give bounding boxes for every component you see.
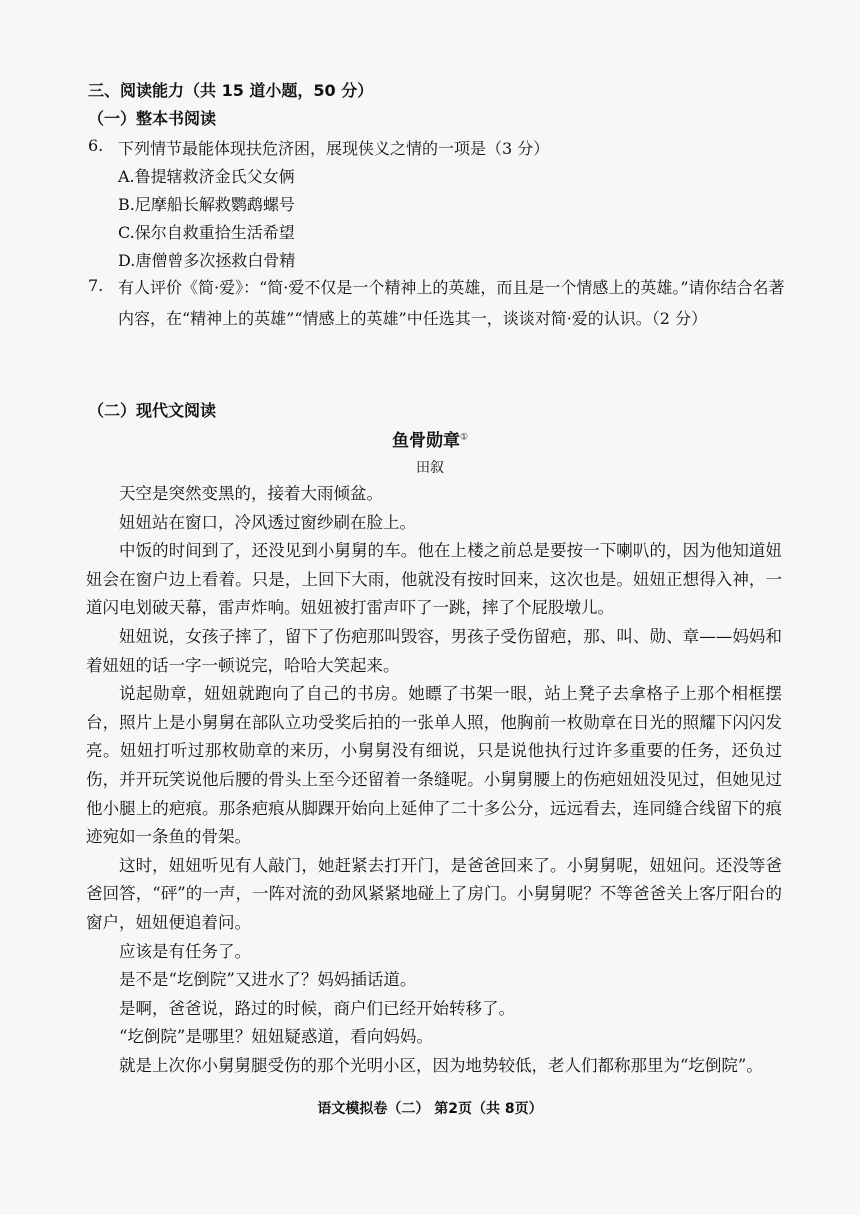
article-title [0,426,860,451]
part2-heading: （二）现代文阅读 [88,401,217,420]
article-paragraph: 这时，妞妞听见有人敲门，她赶紧去打开门，是爸爸回来了。小舅舅呢，妞妞问。还没等爸爸回答，“砰”的一声，一阵对流的劲风紧紧地碰上了房门。小舅舅呢？不等爸爸关上客厅阳台的窗户，妞妞便追着问。 [86,855,782,932]
section-heading: 三、阅读能力（共 15 道小题，50 分） [88,81,374,100]
article-title-text: 鱼骨勋章 [391,431,460,451]
article-paragraph: 应该是有任务了。 [119,941,251,961]
question-6-number: 6. [88,136,104,155]
article-paragraph: 是啊，爸爸说，路过的时候，商户们已经开始转移了。 [119,998,515,1018]
question-6-stem: 下列情节最能体现扶危济困，展现侠义之情的一项是（3 分） [118,139,550,158]
question-7-text: 有人评价《简·爱》：“简·爱不仅是一个精神上的英雄，而且是一个情感上的英雄。”请你结合名著内容，在“精神上的英雄”“情感上的英雄”中任选其一，谈谈对简·爱的认识。（2 分） [118,278,785,328]
article-paragraph: 是不是“圪倒院”又进水了？妈妈插话道。 [119,970,417,990]
article-paragraph: 天空是突然变黑的，接着大雨倾盆。 [119,484,383,503]
question-6-option-c: C.保尔自救重拾生活希望 [118,223,295,242]
article-body [86,480,782,1080]
article-paragraph: 就是上次你小舅舅腿受伤的那个光明小区，因为地势较低，老人们都称那里为“圪倒院”。 [119,1055,763,1075]
article-paragraph: “圪倒院”是哪里？妞妞疑惑道，看向妈妈。 [119,1027,433,1047]
article-paragraph: 妞妞说，女孩子摔了，留下了伤疤那叫毁容，男孩子受伤留疤，那、叫、勋、章——妈妈和着妞妞的话一字一顿说完，哈哈大笑起来。 [86,626,782,675]
article-paragraph: 妞妞站在窗口，冷风透过窗纱刷在脸上。 [119,512,416,532]
footnote-marker: ① [459,432,469,443]
question-6-option-a: A.鲁提辖救济金氏父女俩 [118,167,295,186]
article-paragraph: 说起勋章，妞妞就跑向了自己的书房。她瞟了书架一眼，站上凳子去拿格子上那个相框摆台，照片上是小舅舅在部队立功受奖后拍的一张单人照，他胸前一枚勋章在日光的照耀下闪闪发亮。妞妞打听过那枚勋章的来历，小舅舅没有细说，只是说他执行过许多重要的任务，还负过伤，并开玩笑说他后腰的骨头上至今还留着一条缝呢。小舅舅腰上的伤疤妞妞没见过，但她见过他小腿上的疤痕。那条疤痕从脚踝开始向上延伸了二十多公分，远远看去，连同缝合线留下的痕迹宛如一条鱼的骨架。 [86,684,782,847]
page-footer: 语文模拟卷（二） 第2页（共 8页） [317,1101,543,1117]
question-7-number: 7. [88,276,104,295]
part1-heading: （一）整本书阅读 [88,109,217,128]
article-paragraph: 中饭的时间到了，还没见到小舅舅的车。他在上楼之前总是要按一下喇叭的，因为他知道妞妞会在窗户边上看着。只是，上回下大雨，他就没有按时回来，这次也是。妞妞正想得入神，一道闪电划破天幕，雷声炸响。妞妞被打雷声吓了一跳，摔了个屁股墩儿。 [86,541,782,618]
article-author: 田叙 [416,460,444,476]
question-6-option-b: B.尼摩船长解救鹦鹉螺号 [118,195,295,214]
question-6-option-d: D.唐僧曾多次拯救白骨精 [118,251,296,270]
